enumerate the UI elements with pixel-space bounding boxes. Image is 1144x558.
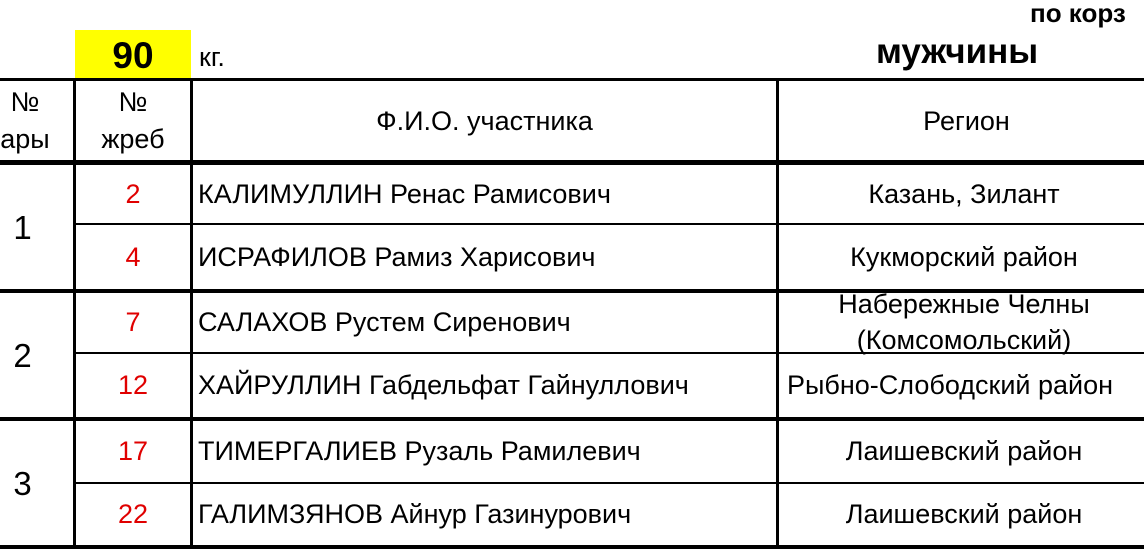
column-header-pair-line1: №	[10, 87, 40, 117]
participant-name: КАЛИМУЛЛИН Ренас Рамисович	[198, 178, 611, 209]
pair-number: 2	[13, 336, 32, 374]
column-header-name: Ф.И.О. участника	[376, 105, 593, 136]
participant-region: Казань, Зилант	[868, 178, 1060, 209]
participant-name: ИСРАФИЛОВ Рамиз Харисович	[198, 241, 596, 272]
participant-name: ТИМЕРГАЛИЕВ Рузаль Рамилевич	[198, 436, 641, 466]
draw-number: 12	[117, 370, 149, 400]
column-header-draw-line2: жреб	[101, 124, 165, 154]
draw-number: 7	[125, 307, 141, 337]
participant-name: САЛАХОВ Рустем Сиренович	[198, 307, 571, 337]
participant-region	[779, 287, 1144, 357]
weight-class-value: 90	[75, 30, 191, 78]
table-bottom-border	[0, 545, 1144, 549]
column-header-pair-line2: ары	[0, 124, 50, 154]
participant-region: Рыбно-Слободский район	[787, 370, 1114, 400]
participant-region-line1: Набережные Челны	[838, 289, 1090, 319]
draw-number: 4	[125, 241, 141, 272]
column-header-region: Регион	[923, 105, 1010, 136]
pair-number: 1	[13, 208, 32, 246]
category-title: мужчины	[876, 32, 1039, 71]
participant-name: ГАЛИМЗЯНОВ Айнур Газинурович	[198, 499, 632, 529]
header-top-right-text: по корз	[1030, 0, 1126, 28]
column-header-pair	[0, 81, 60, 161]
column-header-draw	[76, 81, 190, 161]
draw-number: 22	[117, 499, 149, 529]
participant-region: Кукморский район	[850, 241, 1078, 272]
participant-region: Лаишевский район	[845, 499, 1083, 529]
pair-number: 3	[13, 464, 32, 502]
participant-region-line2: (Комсомольский)	[856, 325, 1072, 355]
draw-number: 2	[125, 178, 141, 209]
draw-number: 17	[117, 436, 149, 466]
participant-region: Лаишевский район	[845, 436, 1083, 466]
participant-name: ХАЙРУЛЛИН Габдельфат Гайнуллович	[198, 370, 689, 400]
column-header-draw-line1: №	[118, 87, 148, 117]
weight-unit: кг.	[199, 42, 225, 72]
